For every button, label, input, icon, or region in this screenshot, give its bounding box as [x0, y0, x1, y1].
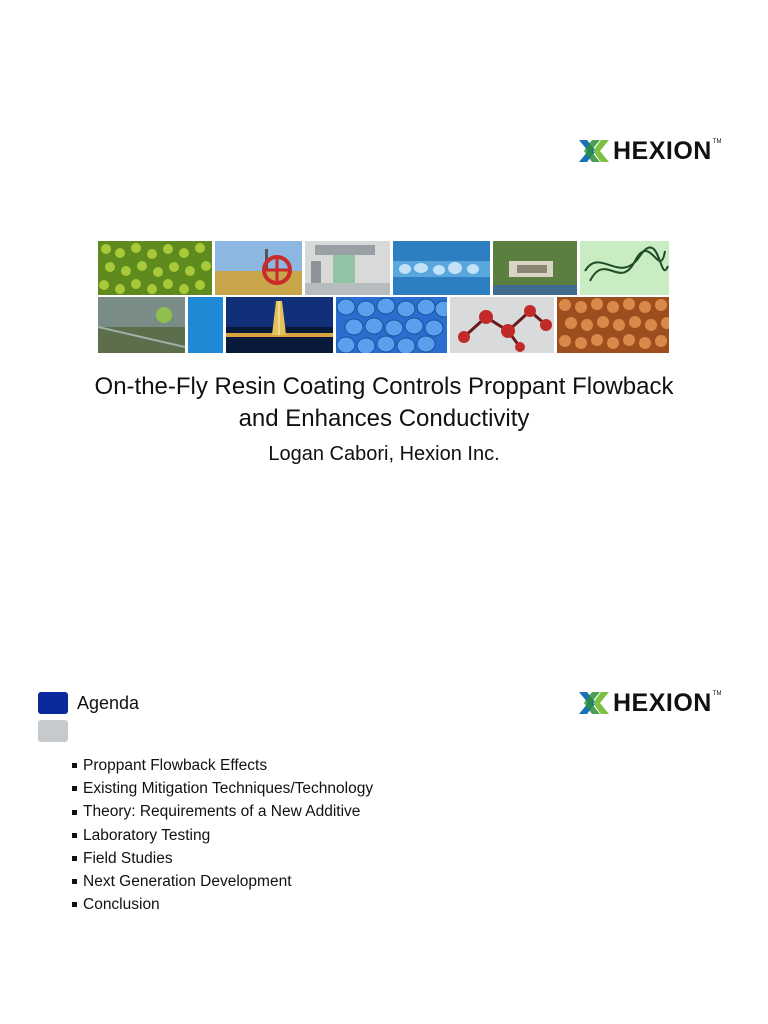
bullet-icon	[72, 856, 77, 861]
agenda-item-text: Next Generation Development	[83, 873, 292, 891]
agenda-item-text: Theory: Requirements of a New Additive	[83, 803, 361, 821]
presentation-title-line-1: On-the-Fly Resin Coating Controls Proppant Flowback	[94, 373, 674, 400]
bullet-icon	[72, 763, 77, 768]
agenda-item	[72, 893, 373, 916]
image-tile-aerial-equipment	[493, 241, 577, 295]
agenda-item-text: Field Studies	[83, 849, 173, 867]
agenda-list	[72, 754, 373, 916]
agenda-gray-square	[38, 720, 68, 742]
agenda-item-text: Conclusion	[83, 896, 160, 914]
agenda-item-text: Existing Mitigation Techniques/Technology	[83, 780, 374, 798]
agenda-item	[72, 870, 373, 893]
hexion-wordmark: HEXION	[613, 136, 712, 165]
trademark-symbol: TM	[712, 139, 722, 145]
agenda-item	[72, 847, 373, 870]
bullet-icon	[72, 879, 77, 884]
image-tile-green-granules	[98, 241, 212, 295]
image-tile-molecule-model	[450, 297, 554, 353]
hexion-logo-agenda	[579, 690, 722, 716]
presentation-title-line-2: and Enhances Conductivity	[238, 405, 530, 432]
image-tile-field-sprinkler	[98, 297, 185, 353]
bullet-icon	[72, 902, 77, 907]
bullet-icon	[72, 810, 77, 815]
agenda-heading: Agenda	[77, 693, 140, 713]
presentation-title-block	[0, 371, 768, 467]
image-tile-wire-coil	[580, 241, 669, 295]
hexion-x-mark-icon	[579, 690, 609, 716]
image-tile-orange-proppant	[557, 297, 669, 353]
agenda-item	[72, 754, 373, 777]
agenda-item-text: Laboratory Testing	[83, 826, 211, 844]
image-tile-blue-bar	[188, 297, 223, 353]
hexion-x-mark-icon	[579, 138, 609, 164]
agenda-item	[72, 777, 373, 800]
presenter-subtitle: Logan Cabori, Hexion Inc.	[268, 443, 500, 465]
hexion-wordmark: HEXION	[613, 688, 712, 717]
image-tile-water-droplets	[393, 241, 490, 295]
image-tile-lab-equipment	[305, 241, 390, 295]
bullet-icon	[72, 786, 77, 791]
image-tile-valve-wheel-field	[215, 241, 302, 295]
agenda-item-text: Proppant Flowback Effects	[83, 757, 268, 774]
image-tile-blue-beads	[336, 297, 447, 353]
agenda-item	[72, 800, 373, 823]
agenda-item	[72, 824, 373, 847]
trademark-symbol: TM	[712, 691, 722, 697]
agenda-blue-square	[38, 692, 68, 714]
hexion-logo	[579, 138, 722, 164]
bullet-icon	[72, 833, 77, 838]
image-tile-drilling-rig-night	[226, 297, 333, 353]
